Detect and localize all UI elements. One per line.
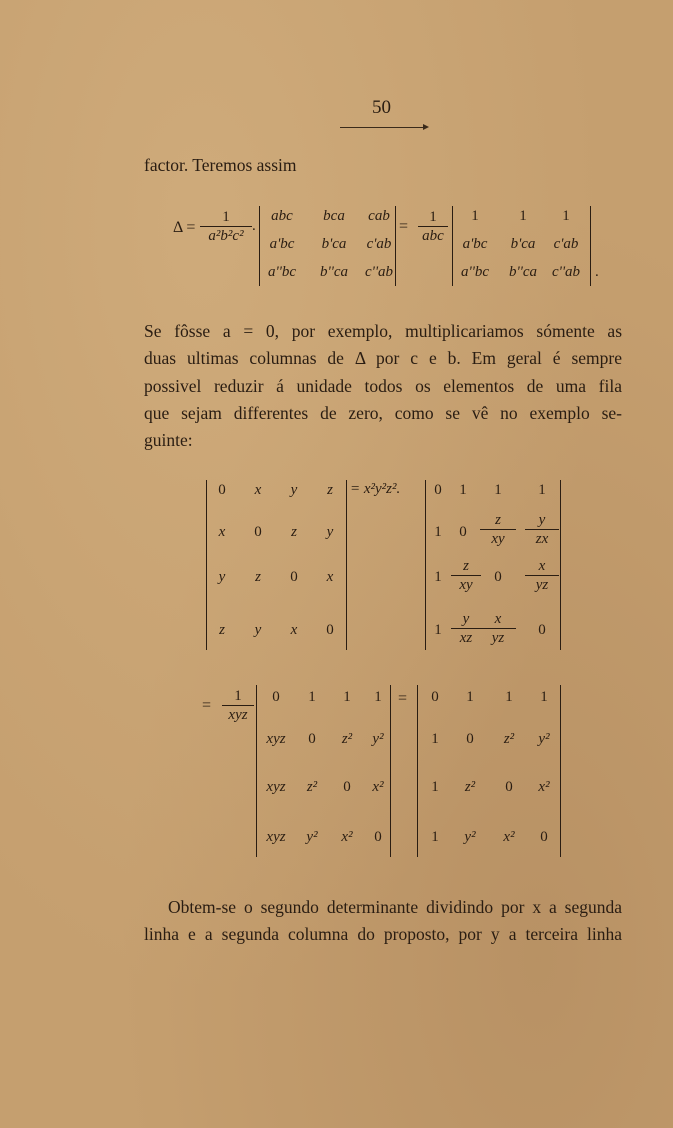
- matrix-cell: z: [255, 569, 261, 585]
- para1-line: que sejam differentes de zero, como se vê no exemplo se-: [144, 402, 622, 423]
- matrix-cell: c'ab: [553, 236, 579, 252]
- matrix-cell: y²: [372, 731, 384, 747]
- fraction-denominator: yz: [491, 630, 505, 646]
- para2-line: linha e a segunda columna do proposto, por y a terceira linha: [144, 924, 622, 945]
- matrix-cell: 1: [459, 482, 467, 498]
- para1-line: duas ultimas columnas de Δ por c e b. Em geral é sempre: [144, 348, 622, 369]
- matrix-cell: xyz: [266, 731, 286, 747]
- matrix-cell: a''bc: [267, 264, 297, 280]
- matrix-fraction: [525, 512, 559, 547]
- matrix-cell: 0: [290, 569, 298, 585]
- matrix-cell: 0: [540, 829, 548, 845]
- matrix-cell: x²: [503, 829, 515, 845]
- matrix-cell: x²: [341, 829, 353, 845]
- paragraph-1: [144, 318, 622, 454]
- fraction-numerator: x: [538, 558, 546, 574]
- matrix-cell: y: [254, 622, 262, 638]
- matrix-cell: 0: [308, 731, 316, 747]
- matrix-cell: 1: [434, 622, 442, 638]
- matrix-fraction: [525, 558, 559, 593]
- matrix-cell: b'ca: [510, 236, 536, 252]
- matrix-cell: 0: [459, 524, 467, 540]
- fraction-denominator: xy: [491, 531, 505, 547]
- matrix-cell: 1: [431, 731, 439, 747]
- delta-lhs: Δ =: [173, 219, 196, 236]
- matrix-cell: c''ab: [364, 264, 394, 280]
- matrix-cell: 0: [254, 524, 262, 540]
- second-coef-denominator: xyz: [228, 707, 248, 723]
- matrix-cell: z: [327, 482, 333, 498]
- matrix-cell: x: [218, 524, 226, 540]
- matrix-cell: x: [290, 622, 298, 638]
- matrix-cell: 1: [431, 829, 439, 845]
- matrix-cell: 0: [272, 689, 280, 705]
- matrix-cell: 0: [431, 689, 439, 705]
- matrix-cell: b''ca: [508, 264, 538, 280]
- coef-dot: .: [252, 218, 256, 234]
- matrix-cell: y²: [464, 829, 476, 845]
- matrix-cell: x²: [538, 779, 550, 795]
- matrix-cell: 0: [505, 779, 513, 795]
- matrix-cell: b'ca: [321, 236, 347, 252]
- matrix-cell: abc: [271, 208, 293, 224]
- matrix-cell: 1: [434, 524, 442, 540]
- para1-line: Se fôsse a = 0, por exemplo, multiplicariamos sómente as: [144, 321, 622, 341]
- matrix-cell: y²: [306, 829, 318, 845]
- matrix-cell: z²: [464, 779, 476, 795]
- para1-line: possivel reduzir á unidade todos os elementos de uma fila: [144, 375, 622, 396]
- matrix-cell: 1: [308, 689, 316, 705]
- fraction-numerator: z: [495, 512, 501, 528]
- matrix-cell: z: [219, 622, 225, 638]
- matrix-cell: c'ab: [366, 236, 392, 252]
- second-lead: =: [202, 697, 212, 714]
- matrix-cell: y: [218, 569, 226, 585]
- matrix-cell: y²: [538, 731, 550, 747]
- delta-coefficient: [200, 209, 252, 244]
- matrix-cell: 0: [374, 829, 382, 845]
- second-coefficient: [222, 688, 254, 723]
- matrix-cell: cab: [368, 208, 390, 224]
- matrix-cell: 1: [434, 569, 442, 585]
- matrix-cell: c''ab: [551, 264, 581, 280]
- matrix-cell: z²: [306, 779, 318, 795]
- delta-coefficient-2: [418, 209, 448, 244]
- matrix-cell: 1: [562, 208, 570, 224]
- matrix-cell: 1: [431, 779, 439, 795]
- matrix-cell: z: [291, 524, 297, 540]
- matrix-cell: z²: [341, 731, 353, 747]
- paragraph-2: [144, 894, 622, 949]
- matrix-cell: 0: [538, 622, 546, 638]
- fraction-numerator: y: [462, 611, 470, 627]
- coef2-numerator: 1: [429, 209, 437, 225]
- matrix-cell: 1: [538, 482, 546, 498]
- coef2-denominator: abc: [422, 228, 444, 244]
- matrix-cell: 1: [494, 482, 502, 498]
- coef-numerator: 1: [222, 209, 230, 225]
- fraction-denominator: xy: [459, 577, 473, 593]
- second-coef-numerator: 1: [234, 688, 242, 704]
- matrix-cell: 1: [374, 689, 382, 705]
- matrix-cell: a''bc: [460, 264, 490, 280]
- opening-line: factor. Teremos assim: [144, 155, 297, 175]
- matrix-cell: 0: [343, 779, 351, 795]
- matrix-cell: 1: [540, 689, 548, 705]
- fraction-denominator: yz: [535, 577, 549, 593]
- matrix-cell: y: [290, 482, 298, 498]
- matrix-cell: x²: [372, 779, 384, 795]
- fraction-denominator: xz: [459, 630, 473, 646]
- matrix-cell: z²: [503, 731, 515, 747]
- matrix-cell: 0: [218, 482, 226, 498]
- second-equals: =: [398, 690, 408, 707]
- matrix-cell: b''ca: [319, 264, 349, 280]
- matrix-fraction: [451, 611, 481, 646]
- coef-denominator: a²b²c²: [208, 228, 244, 244]
- header-rule-arrow: [340, 127, 426, 128]
- matrix-cell: x: [326, 569, 334, 585]
- fraction-numerator: y: [538, 512, 546, 528]
- fraction-numerator: x: [494, 611, 502, 627]
- matrix-cell: 1: [343, 689, 351, 705]
- matrix-cell: a'bc: [269, 236, 295, 252]
- matrix-cell: xyz: [266, 779, 286, 795]
- para1-line: guinte:: [144, 430, 193, 451]
- para2-line: Obtem-se o segundo determinante dividindo por x a segunda: [168, 897, 622, 917]
- matrix-cell: 1: [519, 208, 527, 224]
- fraction-denominator: zx: [535, 531, 549, 547]
- equals-sign: =: [399, 218, 409, 235]
- matrix-cell: 0: [326, 622, 334, 638]
- matrix-cell: 0: [466, 731, 474, 747]
- matrix-fraction: [451, 558, 481, 593]
- matrix-cell: 0: [434, 482, 442, 498]
- matrix-fraction: [480, 512, 516, 547]
- matrix-cell: bca: [323, 208, 345, 224]
- matrix-cell: xyz: [266, 829, 286, 845]
- matrix-fraction: [480, 611, 516, 646]
- matrix-cell: 0: [494, 569, 502, 585]
- matrix-cell: 1: [505, 689, 513, 705]
- matrix-cell: x: [254, 482, 262, 498]
- example-equals: = x²y²z².: [350, 481, 401, 497]
- matrix-cell: 1: [471, 208, 479, 224]
- matrix-cell: a'bc: [462, 236, 488, 252]
- page-number: 50: [372, 97, 391, 118]
- matrix-cell: 1: [466, 689, 474, 705]
- fraction-numerator: z: [463, 558, 469, 574]
- end-dot: .: [595, 264, 599, 280]
- matrix-cell: y: [326, 524, 334, 540]
